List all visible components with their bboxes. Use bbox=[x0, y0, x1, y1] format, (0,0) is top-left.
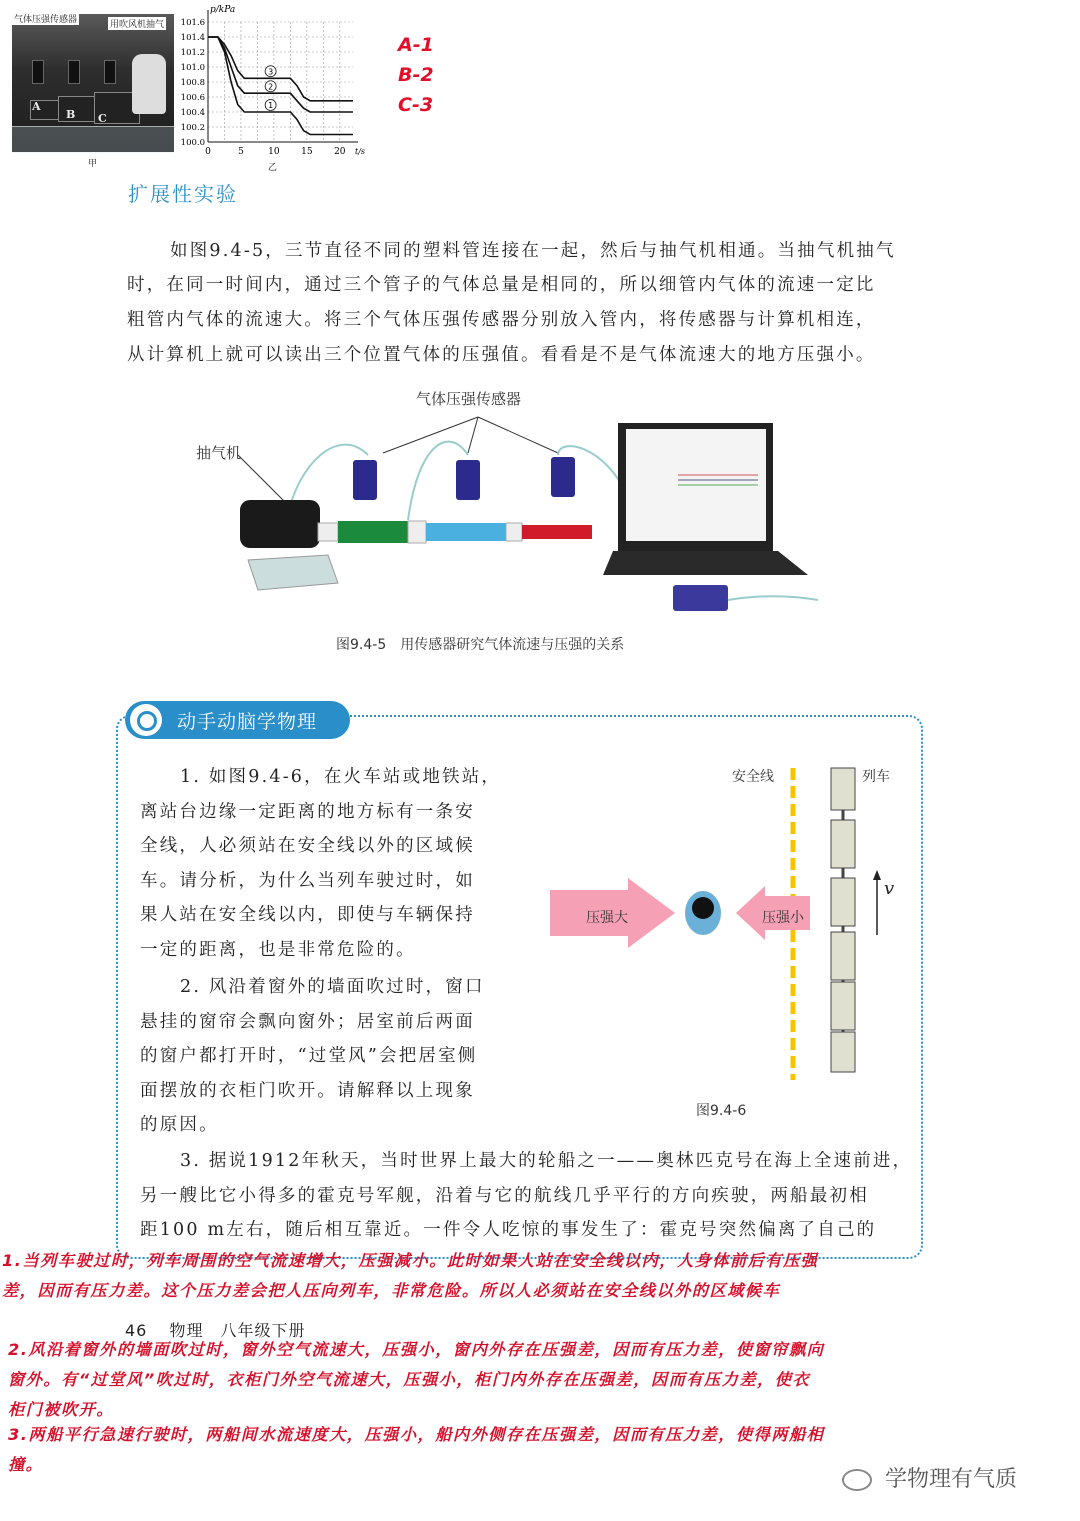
glass-base bbox=[12, 126, 174, 153]
pipe-green bbox=[338, 521, 408, 543]
handwritten-answer-2: B-2 bbox=[398, 64, 434, 86]
pipe-red bbox=[522, 525, 592, 539]
question-3 bbox=[140, 1144, 912, 1248]
answer-2-line-2: 窗外。有“过堂风”吹过时，衣柜门外空气流速大，压强小，柜门内外存在压强差，因而有压力差，使衣 bbox=[8, 1370, 811, 1389]
x-tick-label-4: 20 bbox=[334, 147, 346, 157]
pump-base bbox=[248, 555, 338, 590]
question-1 bbox=[140, 760, 501, 967]
q3-line-2: 另一艘比它小得多的霍克号军舰，沿着与它的航线几乎平行的方向疾驶，两船最初相 bbox=[140, 1185, 869, 1206]
series-label-1: 1 bbox=[268, 101, 274, 110]
label-sensor-top: 气体压强传感器 bbox=[12, 12, 79, 25]
label-train: 列车 bbox=[862, 769, 890, 785]
series-label-3: 3 bbox=[268, 67, 274, 77]
x-tick-label-0: 0 bbox=[205, 147, 211, 157]
data-interface bbox=[673, 585, 728, 611]
pipe-label-a: A bbox=[32, 100, 41, 113]
series-line-1 bbox=[208, 37, 353, 135]
label-pump: 抽气机 bbox=[196, 444, 242, 462]
pipe-b bbox=[58, 96, 98, 122]
sensor-b bbox=[68, 60, 80, 84]
paragraph-line-3: 粗管内气体的流速大。将三个气体压强传感器分别放入管内，将传感器与计算机相连， bbox=[127, 310, 876, 330]
label-blower: 用吹风机抽气 bbox=[108, 17, 166, 30]
watermark-text: 学物理有气质 bbox=[885, 1467, 1018, 1492]
q1-line-5: 果人站在安全线以内，即使与车辆保持 bbox=[140, 905, 475, 925]
pipe-label-b: B bbox=[66, 108, 76, 121]
caption-jia: 甲 bbox=[88, 159, 98, 169]
handwritten-answer-1: A-1 bbox=[398, 34, 434, 56]
series-label-2: 2 bbox=[268, 82, 274, 92]
activity-banner bbox=[125, 701, 350, 739]
q1-line-1: 1. 如图9.4-6，在火车站或地铁站， bbox=[180, 767, 502, 787]
sensor-setup-illustration bbox=[218, 405, 818, 620]
laptop-keyboard bbox=[603, 551, 808, 575]
answer-2 bbox=[8, 1335, 824, 1425]
section-title: 扩展性实验 bbox=[128, 182, 238, 206]
person-icon bbox=[685, 891, 721, 935]
y-axis-label: p/kPa bbox=[210, 5, 236, 15]
y-tick-label-0: 100.0 bbox=[180, 138, 205, 148]
x-tick-label-3: 15 bbox=[301, 147, 313, 157]
pump-body bbox=[240, 500, 320, 548]
hair-dryer bbox=[132, 54, 166, 114]
answer-3 bbox=[8, 1420, 824, 1480]
answer-1-line-2: 差，因而有压力差。这个压力差会把人压向列车，非常危险。所以人必须站在安全线以外的区域候车 bbox=[2, 1281, 781, 1300]
paragraph-line-2: 时，在同一时间内，通过三个管子的气体总量是相同的，所以细管内气体的流速一定比 bbox=[127, 275, 876, 295]
x-axis-label: t/s bbox=[355, 147, 366, 156]
y-tick-label-5: 101.0 bbox=[180, 63, 205, 73]
y-tick-label-3: 100.6 bbox=[180, 93, 205, 103]
photo-pipe-apparatus bbox=[12, 14, 174, 152]
page-number: 46 bbox=[125, 1321, 148, 1340]
q3-line-3: 距100 m左右，随后相互靠近。一件令人吃惊的事发生了：霍克号突然偏离了自己的 bbox=[140, 1220, 877, 1240]
paragraph-line-1: 如图9.4-5，三节直径不同的塑料管连接在一起，然后与抽气机相通。当抽气机抽气 bbox=[170, 241, 896, 261]
x-tick-label-2: 10 bbox=[268, 147, 280, 157]
y-tick-label-1: 100.2 bbox=[180, 123, 205, 133]
caption-yi: 乙 bbox=[268, 163, 278, 173]
q2-line-3: 的窗户都打开时，“过堂风”会把居室侧 bbox=[140, 1046, 478, 1066]
y-tick-label-7: 101.4 bbox=[180, 33, 205, 43]
label-pressure-big: 压强大 bbox=[586, 910, 628, 926]
sensor-a bbox=[32, 60, 44, 84]
q1-line-2: 离站台边缘一定距离的地方标有一条安 bbox=[140, 801, 475, 822]
answer-3-line-1: 3.两船平行急速行驶时，两船间水流速度大，压强小，船内外侧存在压强差，因而有压力差，使得两船相 bbox=[8, 1425, 825, 1444]
sensor-1 bbox=[353, 460, 377, 500]
y-tick-label-2: 100.4 bbox=[180, 108, 205, 118]
answer-2-line-1: 2.风沿着窗外的墙面吹过时，窗外空气流速大，压强小，窗内外存在压强差，因而有压力差，使窗帘飘向 bbox=[8, 1340, 825, 1359]
activity-banner-title: 动手动脑学物理 bbox=[177, 711, 318, 733]
y-tick-label-4: 100.8 bbox=[180, 78, 205, 88]
wechat-icon bbox=[842, 1469, 872, 1491]
y-tick-label-8: 101.6 bbox=[180, 18, 205, 28]
book-title: 物理 八年级下册 bbox=[169, 1321, 306, 1340]
answer-1 bbox=[2, 1246, 818, 1306]
paragraph-line-4: 从计算机上就可以读出三个位置气体的压强值。看看是不是气体流速大的地方压强小。 bbox=[127, 345, 876, 365]
q2-line-4: 面摆放的衣柜门吹开。请解释以上现象 bbox=[140, 1080, 475, 1101]
pipe-label-c: C bbox=[98, 112, 107, 125]
pressure-time-chart bbox=[176, 2, 366, 176]
answer-3-line-2: 撞。 bbox=[8, 1455, 44, 1474]
train bbox=[831, 768, 855, 1072]
y-tick-label-6: 101.2 bbox=[180, 48, 205, 58]
pipe-blue bbox=[426, 523, 506, 541]
label-sensor-945: 气体压强传感器 bbox=[416, 390, 522, 408]
q1-line-6: 一定的距离，也是非常危险的。 bbox=[140, 939, 416, 960]
watermark bbox=[842, 1462, 1017, 1493]
label-pressure-small: 压强小 bbox=[762, 910, 804, 926]
q2-line-2: 悬挂的窗帘会飘向窗外；居室前后两面 bbox=[140, 1011, 475, 1032]
caption-945: 图9.4-5 用传感器研究气体流速与压强的关系 bbox=[336, 637, 625, 653]
sensor-2 bbox=[456, 460, 480, 500]
q1-line-4: 车。请分析，为什么当列车驶过时，如 bbox=[140, 870, 475, 891]
series-line-3 bbox=[208, 37, 353, 101]
caption-946: 图9.4-6 bbox=[696, 1103, 747, 1119]
q1-line-3: 全线，人必须站在安全线以外的区域候 bbox=[140, 836, 475, 856]
q3-line-1: 3. 据说1912年秋天，当时世界上最大的轮船之一——奥林匹克号在海上全速前进， bbox=[180, 1151, 913, 1171]
label-safety-line: 安全线 bbox=[732, 769, 774, 785]
question-2 bbox=[140, 970, 485, 1143]
x-tick-label-1: 5 bbox=[238, 147, 244, 157]
label-velocity: v bbox=[884, 878, 895, 899]
q2-line-1: 2. 风沿着窗外的墙面吹过时，窗口 bbox=[180, 977, 485, 997]
sensor-3 bbox=[551, 457, 575, 497]
answer-1-line-1: 1.当列车驶过时，列车周围的空气流速增大，压强减小。此时如果人站在安全线以内，人身体前后有压强 bbox=[2, 1251, 819, 1270]
handwritten-answer-3: C-3 bbox=[398, 94, 434, 116]
q2-line-5: 的原因。 bbox=[140, 1115, 219, 1135]
answer-2-line-3: 柜门被吹开。 bbox=[8, 1400, 115, 1419]
activity-icon bbox=[130, 704, 162, 736]
sensor-c bbox=[104, 60, 116, 84]
